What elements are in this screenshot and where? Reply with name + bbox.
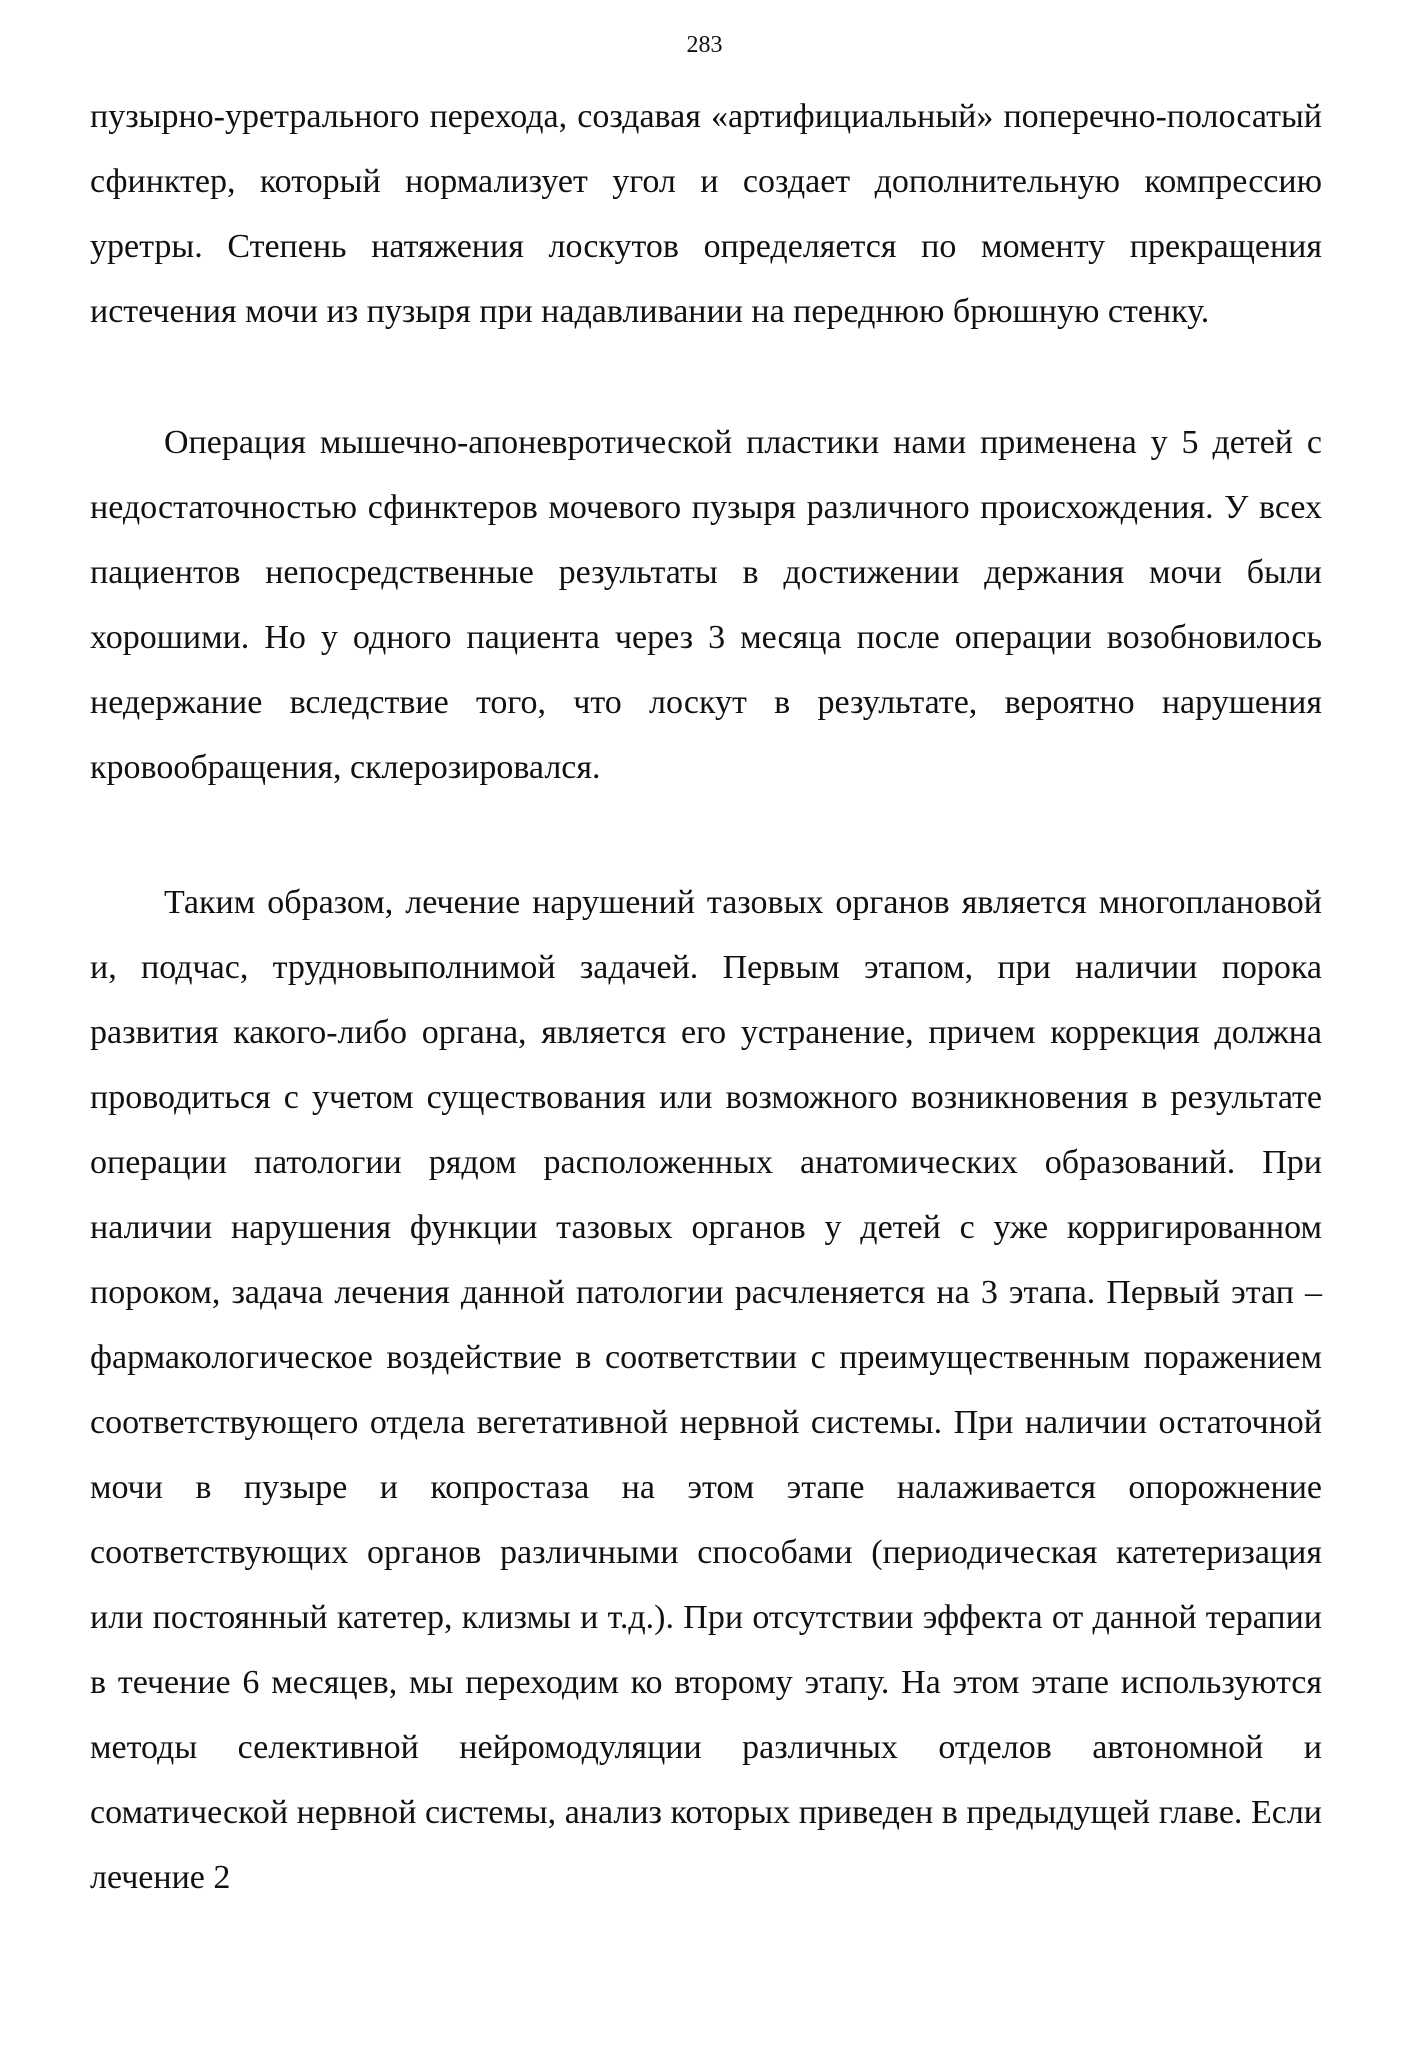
paragraph-continuation: пузырно-уретрального перехода, создавая «артифициальный» поперечно-полосатый сфинктер, который нормализует угол и создает дополнительную компрессию уретры. Степень натяжения лоскутов определяется по моменту прекращения истечения мочи из пузыря при надавливании на переднюю брюшную стенку. [90,98,1322,330]
page-number: 283 [686,32,723,58]
document-body [90,84,1322,1910]
paragraph-conclusion: Таким образом, лечение нарушений тазовых органов является многоплановой и, подчас, трудновыполнимой задачей. Первым этапом, при наличии порока развития какого-либо органа, является его устранение, причем коррекция должна проводиться с учетом существования или возможного возникновения в результате операции патологии рядом расположенных анатомических образований. При наличии нарушения функции тазовых органов у детей с уже корригированном пороком, задача лечения данной патологии расчленяется на 3 этапа. Первый этап – фармакологическое воздействие в соответствии с преимущественным поражением соответствующего отдела вегетативной нервной системы. При наличии остаточной мочи в пузыре и копростаза на этом этапе налаживается опорожнение соответствующих органов различными способами (периодическая катетеризация или постоянный катетер, клизмы и т.д.). При отсутствии эффекта от данной терапии в течение 6 месяцев, мы переходим ко второму этапу. На этом этапе используются методы селективной нейромодуляции различных отделов автономной и соматической нервной системы, анализ которых приведен в предыдущей главе. Если лечение 2 [90,884,1322,1896]
paragraph-operation-results: Операция мышечно-апоневротической пластики нами применена у 5 детей с недостаточностью сфинктеров мочевого пузыря различного происхождения. У всех пациентов непосредственные результаты в достижении держания мочи были хорошими. Но у одного пациента через 3 месяца после операции возобновилось недержание вследствие того, что лоскут в результате, вероятно нарушения кровообращения, склерозировался. [90,424,1322,786]
